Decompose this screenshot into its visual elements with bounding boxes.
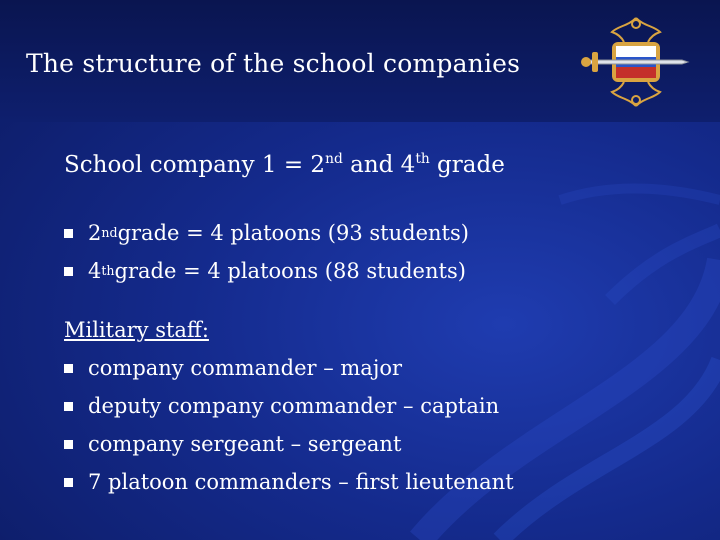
sword-emblem-icon xyxy=(578,14,694,110)
staff-item-text: company commander – major xyxy=(88,356,403,380)
list-item xyxy=(64,425,514,463)
staff-list xyxy=(64,349,514,501)
square-bullet-icon xyxy=(64,364,73,373)
staff-heading: Military staff: xyxy=(64,318,209,342)
staff-item-text: 7 platoon commanders – first lieutenant xyxy=(88,470,514,494)
sub-heading-sup2: th xyxy=(415,151,430,168)
square-bullet-icon xyxy=(64,402,73,411)
square-bullet-icon xyxy=(64,440,73,449)
military-staff-section xyxy=(64,311,514,501)
square-bullet-icon xyxy=(64,229,73,238)
grade-text: grade = 4 platoons (88 students) xyxy=(114,259,466,283)
list-item: 2 nd grade = 4 platoons (93 students) xyxy=(64,214,469,252)
grade-text: grade = 4 platoons (93 students) xyxy=(117,221,469,245)
sub-heading-sup1: nd xyxy=(325,151,343,168)
sub-heading-middle: and 4 xyxy=(342,152,416,178)
staff-item-text: deputy company commander – captain xyxy=(88,394,500,418)
list-item xyxy=(64,349,514,387)
list-item: 4 th grade = 4 platoons (88 students) xyxy=(64,252,469,290)
square-bullet-icon xyxy=(64,267,73,276)
list-item xyxy=(64,387,514,425)
sub-heading xyxy=(64,152,505,178)
square-bullet-icon xyxy=(64,478,73,487)
list-item xyxy=(64,463,514,501)
grade-list xyxy=(64,214,469,290)
sub-heading-prefix: School company 1 = 2 xyxy=(64,152,326,178)
sub-heading-suffix: grade xyxy=(429,152,505,178)
staff-item-text: company sergeant – sergeant xyxy=(88,432,402,456)
slide-title: The structure of the school companies xyxy=(26,49,521,78)
grade-number: 2 xyxy=(88,221,102,245)
grade-number: 4 xyxy=(88,259,102,283)
